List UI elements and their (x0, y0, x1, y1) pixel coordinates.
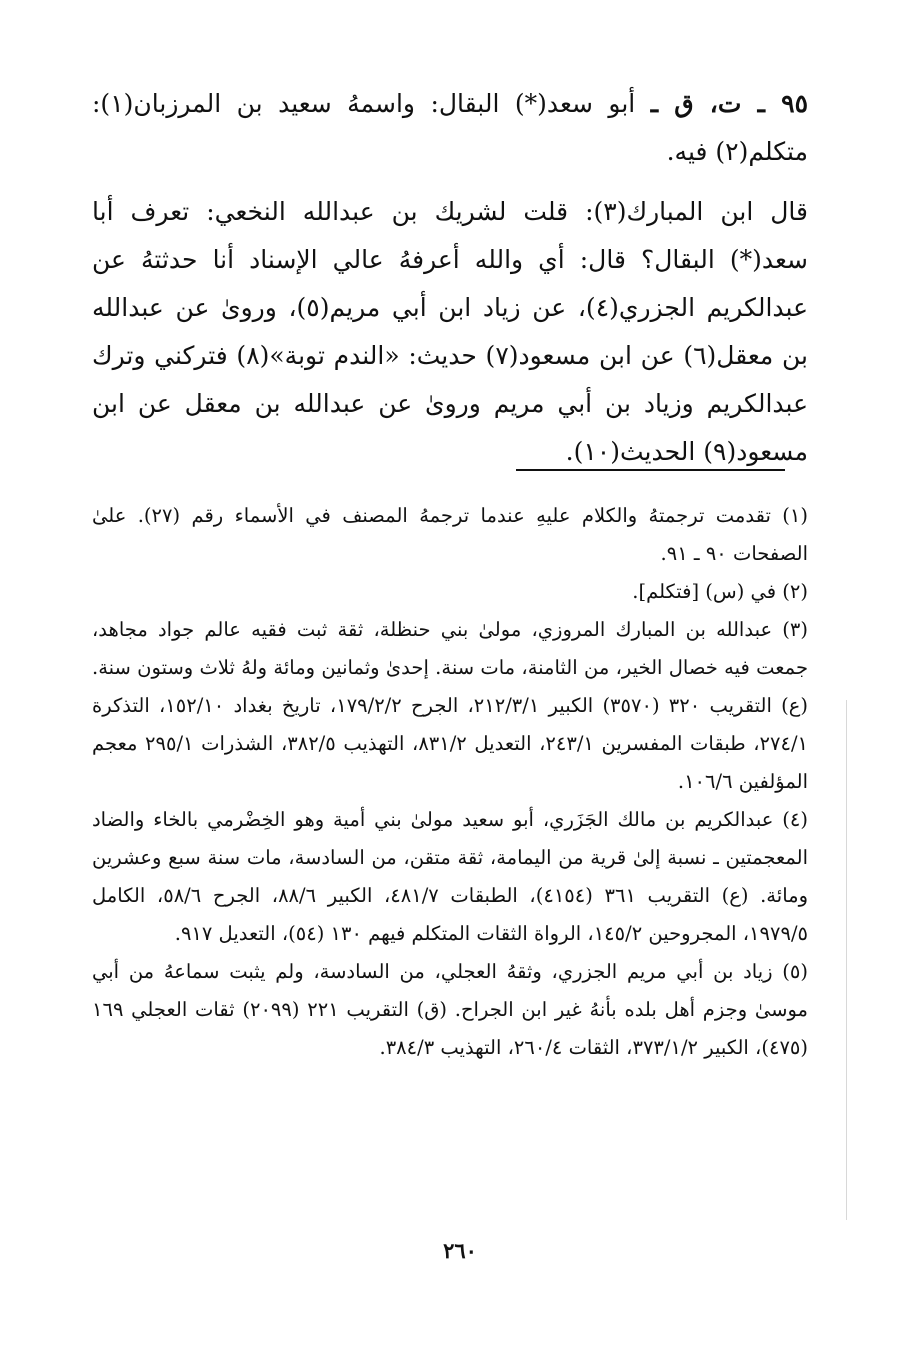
entry-number: ٩٥ ـ ت، ق ـ (650, 89, 808, 118)
entry-heading-text: أبو سعد(*) البقال: واسمهُ سعيد بن المرزبان(١): متكلم(٢) فيه. (92, 89, 808, 166)
footnote-divider (516, 469, 785, 471)
footnote-4: (٤) عبدالكريم بن مالك الجَزَري، أبو سعيد مولىٰ بني أمية وهو الخِضْرمي بالخاء والضاد المعجمتين ـ نسبة إلىٰ قرية من اليمامة، ثقة متقن، من السادسة، مات سنة سبع وعشرين ومائة. (ع) التقريب ٣٦١ (٤١٥٤)، الطبقات ٤٨١/٧، الكبير ٨٨/٦، الجرح ٥٨/٦، الكامل ١٩٧٩/٥، المجروحين ١٤٥/٢، الرواة الثقات المتكلم فيهم ١٣٠ (٥٤)، التعديل ٩١٧. (92, 808, 808, 945)
margin-rule (846, 700, 847, 1220)
entry-heading (92, 80, 808, 176)
footnote-2: (٢) في (س) [فتكلم]. (632, 580, 808, 603)
footnotes (92, 497, 808, 1067)
main-paragraph: قال ابن المبارك(٣): قلت لشريك بن عبدالله النخعي: تعرف أبا سعد(*) البقال؟ قال: أي والله أعرفهُ عالي الإسناد أنا حدثتهُ عن عبدالكريم الجزري(٤)، عن زياد ابن أبي مريم(٥)، وروىٰ عن عبدالله بن معقل(٦) عن ابن مسعود(٧) حديث: «الندم توبة»(٨) فتركني وترك عبدالكريم وزياد بن أبي مريم وروىٰ عن عبدالله بن معقل عن ابن مسعود(٩) الحديث(١٠). (92, 197, 809, 466)
page-number: ٢٦٠ (443, 1238, 477, 1263)
footnote-5: (٥) زياد بن أبي مريم الجزري، وثقهُ العجلي، من السادسة، ولم يثبت سماعهُ من أبي موسىٰ وجزم أهل بلده بأنهُ غير ابن الجراح. (ق) التقريب ٢٢١ (٢٠٩٩) ثقات العجلي ١٦٩ (٤٧٥)، الكبير ٣٧٣/١/٢، الثقات ٢٦٠/٤، التهذيب ٣٨٤/٣. (92, 960, 808, 1059)
main-text (92, 80, 808, 476)
footnote-1: (١) تقدمت ترجمتهُ والكلام عليهِ عندما ترجمهُ المصنف في الأسماء رقم (٢٧). علىٰ الصفحات ٩٠ ـ ٩١. (92, 504, 808, 565)
footnote-3: (٣) عبدالله بن المبارك المروزي، مولىٰ بني حنظلة، ثقة ثبت فقيه عالم جواد مجاهد، جمعت فيه خصال الخير، من الثامنة، مات سنة. إحدىٰ وثمانين ومائة ولهُ ثلاث وستون سنة. (ع) التقريب ٣٢٠ (٣٥٧٠) الكبير ٢١٢/٣/١، الجرح ١٧٩/٢/٢، تاريخ بغداد ١٥٢/١٠، التذكرة ٢٧٤/١، طبقات المفسرين ٢٤٣/١، التعديل ٨٣١/٢، التهذيب ٣٨٢/٥، الشذرات ٢٩٥/١ معجم المؤلفين ١٠٦/٦. (92, 618, 808, 793)
